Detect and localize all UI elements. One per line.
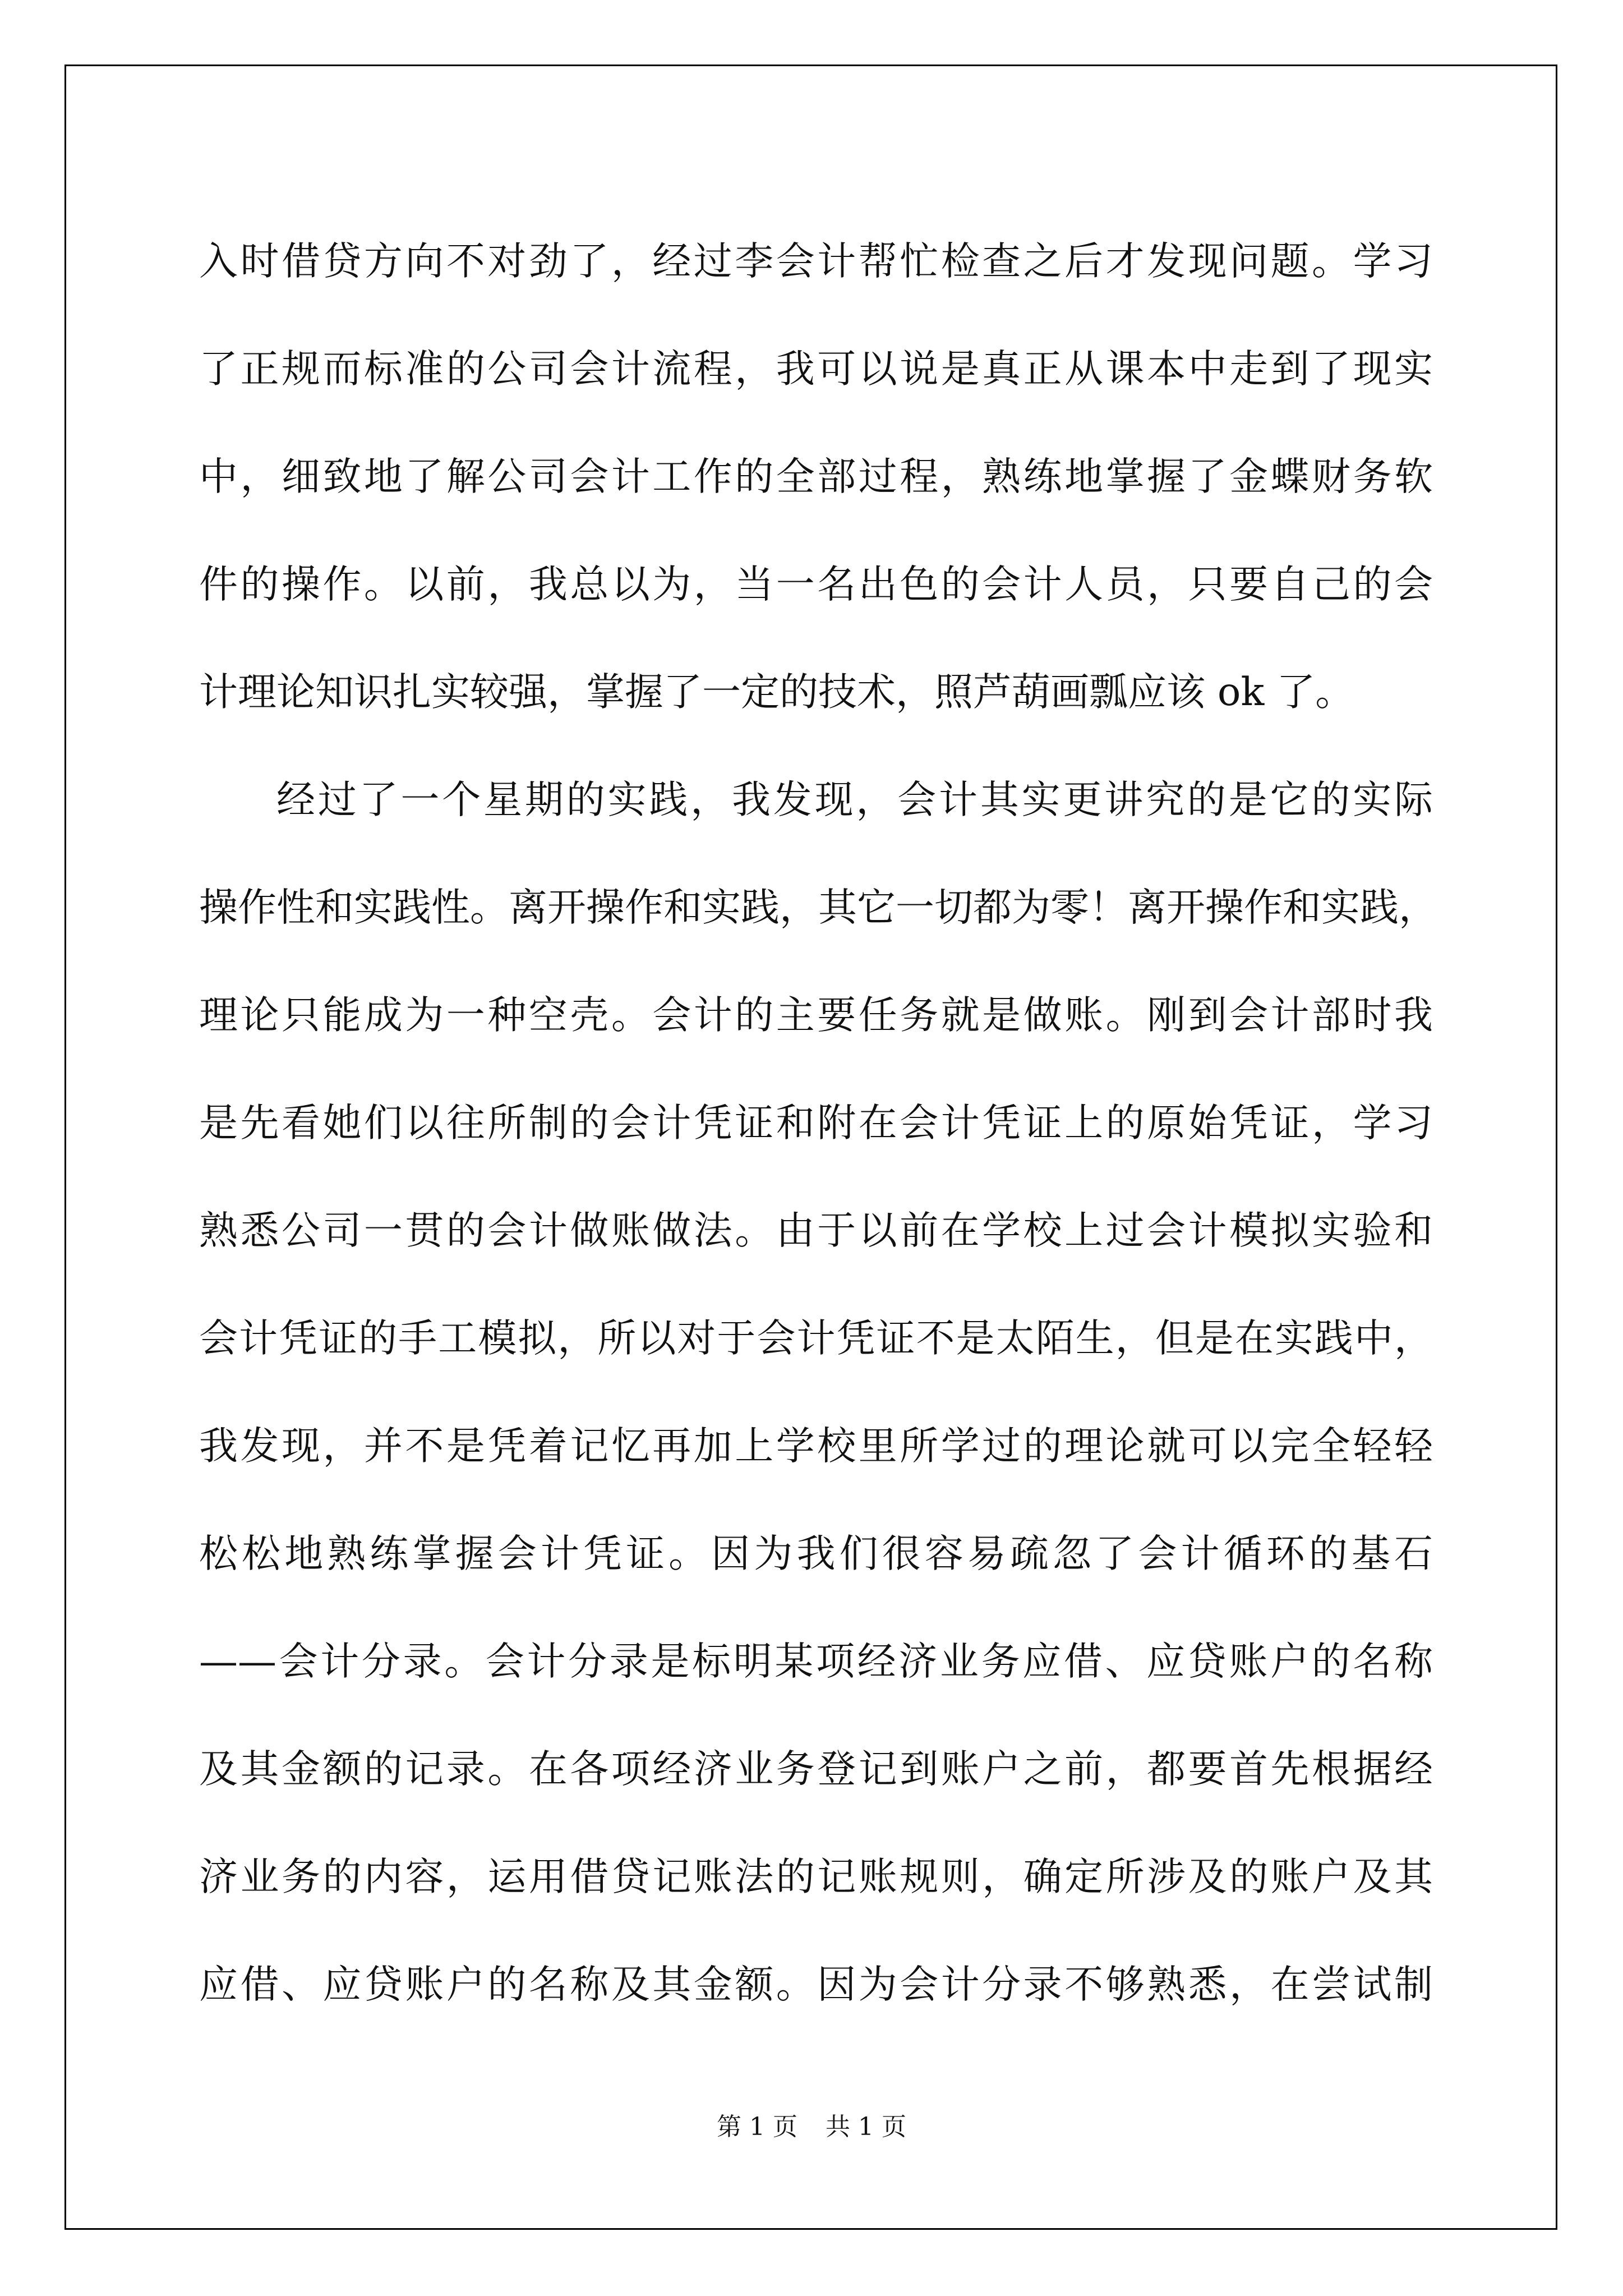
document-body bbox=[199, 208, 1437, 2039]
page-total: 共 1 页 bbox=[826, 2113, 906, 2141]
page-footer bbox=[0, 2106, 1623, 2142]
text-line: 济业务的内容，运用借贷记账法的记账规则，确定所涉及的账户及其 bbox=[199, 1855, 1433, 1899]
text-line: 理论只能成为一种空壳。会计的主要任务就是做账。刚到会计部时我 bbox=[199, 993, 1433, 1038]
text-line: 我发现，并不是凭着记忆再加上学校里所学过的理论就可以完全轻轻 bbox=[199, 1424, 1433, 1469]
text-line: 及其金额的记录。在各项经济业务登记到账户之前，都要首先根据经 bbox=[199, 1747, 1433, 1792]
text-line: 入时借贷方向不对劲了，经过李会计帮忙检查之后才发现问题。学习 bbox=[199, 239, 1433, 284]
text-line: ——会计分录。会计分录是标明某项经济业务应借、应贷账户的名称 bbox=[199, 1639, 1433, 1684]
text-line: 会计凭证的手工模拟，所以对于会计凭证不是太陌生，但是在实践中， bbox=[199, 1316, 1433, 1361]
text-line: 件的操作。以前，我总以为，当一名出色的会计人员，只要自己的会 bbox=[199, 562, 1433, 607]
text-line: 松松地熟练掌握会计凭证。因为我们很容易疏忽了会计循环的基石 bbox=[199, 1531, 1433, 1576]
text-line: 中，细致地了解公司会计工作的全部过程，熟练地掌握了金蝶财务软 bbox=[199, 454, 1433, 499]
text-line: 操作性和实践性。离开操作和实践，其它一切都为零！离开操作和实践， bbox=[199, 885, 1437, 930]
page-number: 第 1 页 bbox=[717, 2113, 797, 2141]
text-line: 熟悉公司一贯的会计做账做法。由于以前在学校上过会计模拟实验和 bbox=[199, 1208, 1433, 1253]
paragraph-first-line: 经过了一个星期的实践，我发现，会计其实更讲究的是它的实际 bbox=[276, 777, 1433, 822]
text-line: 了正规而标准的公司会计流程，我可以说是真正从课本中走到了现实 bbox=[199, 347, 1433, 392]
text-line: 计理论知识扎实较强，掌握了一定的技术，照芦葫画瓢应该 ok 了。 bbox=[199, 670, 1354, 715]
text-line: 是先看她们以往所制的会计凭证和附在会计凭证上的原始凭证，学习 bbox=[199, 1101, 1433, 1145]
text-line: 应借、应贷账户的名称及其金额。因为会计分录不够熟悉，在尝试制 bbox=[199, 1962, 1433, 2007]
